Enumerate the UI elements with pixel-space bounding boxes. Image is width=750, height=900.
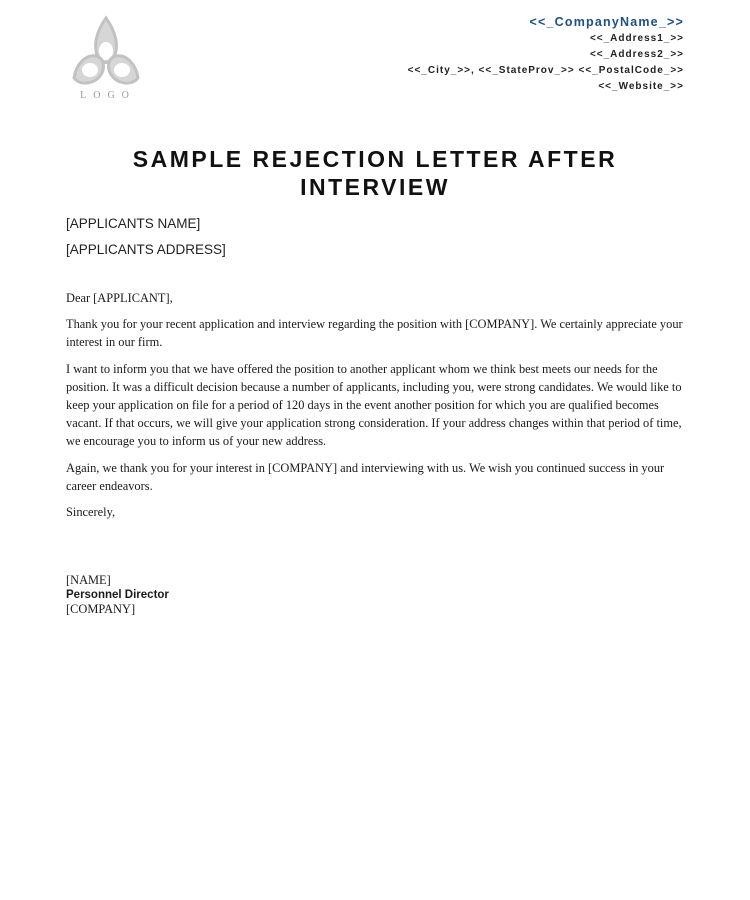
company-address2: <<_Address2_>> <box>589 49 684 60</box>
title-line-2: INTERVIEW <box>300 174 450 200</box>
applicant-address: [APPLICANTS ADDRESS] <box>66 242 226 257</box>
company-name: <<_CompanyName_>> <box>529 15 684 29</box>
company-logo <box>66 14 146 106</box>
signer-name: [NAME] <box>66 573 111 587</box>
company-website: <<_Website_>> <box>598 81 684 92</box>
signer-title: Personnel Director <box>66 588 169 601</box>
paragraph-3: Again, we thank you for your interest in [COMPANY] and interviewing with us. We wish you continued success in your career endeavors. <box>66 460 665 493</box>
title-line-1: SAMPLE REJECTION LETTER AFTER <box>132 146 618 172</box>
letter-body <box>66 289 686 529</box>
salutation: Dear [APPLICANT], <box>66 291 173 305</box>
applicant-name: [APPLICANTS NAME] <box>66 216 201 231</box>
company-address1: <<_Address1_>> <box>589 33 684 44</box>
closing: Sincerely, <box>66 505 116 520</box>
signature-block <box>66 573 169 617</box>
paragraph-2: I want to inform you that we have offered the position to another applicant whom we think best meets our needs for the position. It was a difficult decision because a number of applicants, including you, were strong candidates. We would like to keep your application on file for a period of 120 days in the event another position for which you are qualified becomes vacant. If that occurs, we will give your application strong consideration. If your address changes within that period of time, we encourage you to inform us of your new address. <box>66 361 682 449</box>
company-address-block <box>408 14 684 95</box>
logo-text: LOGO <box>80 90 136 101</box>
paragraph-1: Thank you for your recent application and interview regarding the position with [COMPANY]. We certainly appreciate your interest in our firm. <box>66 317 683 350</box>
signer-company: [COMPANY] <box>66 602 136 616</box>
page-title <box>66 145 684 201</box>
company-city-state-postal: <<_City_>>, <<_StateProv_>> <<_PostalCode_>> <box>407 65 684 76</box>
logo-mark-icon <box>66 14 146 90</box>
